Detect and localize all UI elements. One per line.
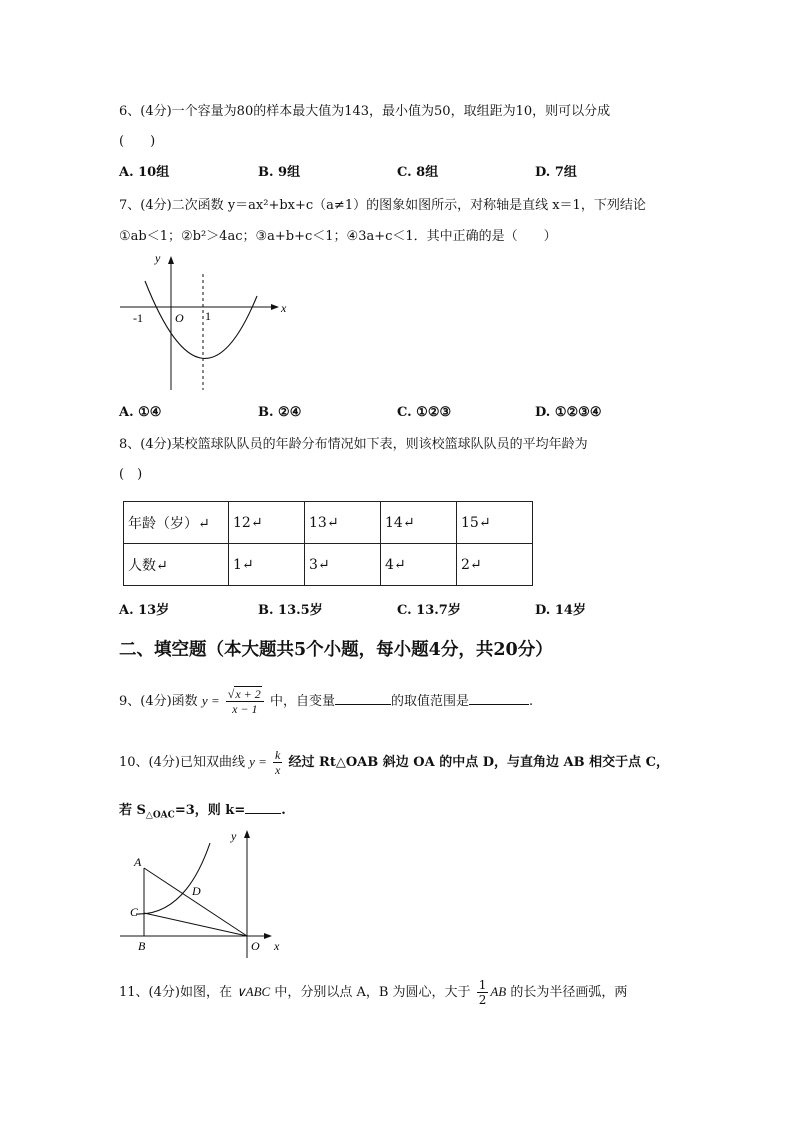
figure-label-b: B — [138, 939, 146, 953]
table-cell: 14↵ — [381, 502, 457, 544]
figure-label-x: x — [274, 939, 280, 953]
q10-hyperbola-figure — [120, 828, 290, 958]
y-axis-arrow — [244, 830, 250, 838]
q9-answer-blank-2[interactable] — [469, 692, 529, 705]
section-heading: 二、填空题（本大题共5个小题，每小题4分，共20分） — [119, 640, 553, 660]
y-axis-arrow — [168, 256, 174, 264]
figure-label-d: D — [192, 884, 201, 898]
q8-option-c[interactable]: C. 13.7岁 — [397, 603, 461, 618]
q10-line2-b: =3，则 k= — [174, 803, 246, 818]
q10-rest: 经过 Rt△OAB 斜边 OA 的中点 D，与直角边 AB 相交于点 C， — [288, 755, 670, 770]
q11-frac-den: 2 — [478, 993, 487, 1007]
q10-y-eq: y = — [249, 754, 267, 769]
q11-stem — [119, 975, 627, 1010]
q10-fraction — [273, 748, 282, 777]
q9-end: . — [528, 694, 534, 709]
age-distribution-table — [123, 501, 533, 586]
table-cell: 4↵ — [381, 544, 457, 586]
q10-prefix: 10、(4分)已知双曲线 — [119, 755, 245, 770]
q7-option-d[interactable]: D. ①②③④ — [535, 405, 602, 420]
x-axis-arrow — [264, 933, 272, 939]
q8-option-a[interactable]: A. 13岁 — [119, 603, 170, 618]
parabola-curve — [145, 281, 257, 358]
q11-frac-num: 1 — [478, 978, 487, 992]
q8-stem-line1: 8、(4分)某校篮球队队员的年龄分布情况如下表，则该校篮球队队员的平均年龄为 — [119, 437, 588, 452]
q6-stem-line1: 6、(4分)一个容量为80的样本最大值为143，最小值为50，取组距为10，则可以分成 — [119, 104, 611, 119]
q10-denominator: x — [275, 763, 281, 777]
q6-option-d[interactable]: D. 7组 — [535, 165, 577, 180]
q6-option-a[interactable]: A. 10组 — [119, 165, 170, 180]
figure-label-a: A — [134, 855, 142, 869]
graph-y-label: y — [155, 251, 161, 265]
q10-stem-line2 — [119, 801, 286, 825]
figure-label-y: y — [231, 829, 237, 843]
q8-option-b[interactable]: B. 13.5岁 — [258, 603, 323, 618]
q9-fraction — [226, 687, 264, 716]
table-cell: 1↵ — [229, 544, 305, 586]
q8-stem-line2: ( ) — [119, 467, 143, 482]
table-cell: 15↵ — [457, 502, 533, 544]
segment-ao — [144, 868, 247, 936]
q11-prefix: 11、(4分)如图，在 — [119, 985, 232, 1000]
q9-tail: 的取值范围是 — [390, 694, 469, 709]
q9-answer-blank-1[interactable] — [335, 692, 391, 705]
figure-label-o: O — [251, 939, 260, 953]
q6-option-c[interactable]: C. 8组 — [397, 165, 439, 180]
q10-line2-end: . — [281, 803, 286, 818]
table-cell: 年龄（岁）↵ — [124, 502, 229, 544]
q9-prefix: 9、(4分)函数 — [119, 694, 198, 709]
q9-y-eq: y = — [201, 693, 220, 708]
graph-neg-one-label: -1 — [133, 311, 143, 325]
table-cell: 3↵ — [305, 544, 381, 586]
q9-stem — [119, 685, 533, 718]
graph-x-label: x — [281, 301, 287, 315]
table-cell: 13↵ — [305, 502, 381, 544]
q9-denominator: x − 1 — [232, 702, 258, 716]
q11-mid: 中，分别以点 A，B 为圆心，大于 — [274, 985, 471, 1000]
q7-option-c[interactable]: C. ①②③ — [397, 405, 452, 420]
q7-option-b[interactable]: B. ②④ — [258, 405, 302, 420]
q7-option-a[interactable]: A. ①④ — [119, 405, 162, 420]
q10-numerator: k — [275, 748, 281, 762]
q7-stem-line1: 7、(4分)二次函数 y＝ax²+bx+c（a≠1）的图象如图所示，对称轴是直线 x＝1，下列结论 — [119, 198, 646, 213]
hyperbola-curve — [136, 843, 210, 914]
q10-stem-line1 — [119, 745, 669, 780]
segment-co — [144, 913, 247, 936]
q7-parabola-graph — [115, 248, 295, 398]
q8-option-d[interactable]: D. 14岁 — [535, 603, 586, 618]
q9-radicand: x + 2 — [235, 687, 261, 701]
figure-label-c: C — [130, 905, 139, 919]
table-cell: 2↵ — [457, 544, 533, 586]
table-row-count — [124, 544, 533, 586]
graph-origin-label: O — [175, 311, 184, 325]
q11-triangle: ∨ABC — [236, 984, 271, 999]
q11-fraction — [477, 978, 489, 1007]
q9-middle: 中，自变量 — [269, 694, 335, 709]
q9-numerator: √x + 2 — [226, 687, 264, 702]
q11-tail: 的长为半径画弧，两 — [510, 985, 628, 1000]
table-cell: 人数↵ — [124, 544, 229, 586]
table-cell: 12↵ — [229, 502, 305, 544]
q10-answer-blank[interactable] — [245, 801, 281, 814]
graph-one-label: 1 — [205, 309, 211, 323]
x-axis-arrow — [271, 304, 279, 310]
q6-option-b[interactable]: B. 9组 — [258, 165, 301, 180]
q11-ab: AB — [490, 984, 507, 999]
q6-stem-line2: ( ) — [119, 134, 156, 149]
table-row-age — [124, 502, 533, 544]
q10-line2-sub: △OAC — [145, 810, 175, 821]
q7-stem-line2: ①ab＜1；②b²＞4ac；③a+b+c＜1；④3a+c＜1．其中正确的是（ ） — [119, 229, 557, 244]
q10-line2-a: 若 S — [119, 803, 146, 818]
